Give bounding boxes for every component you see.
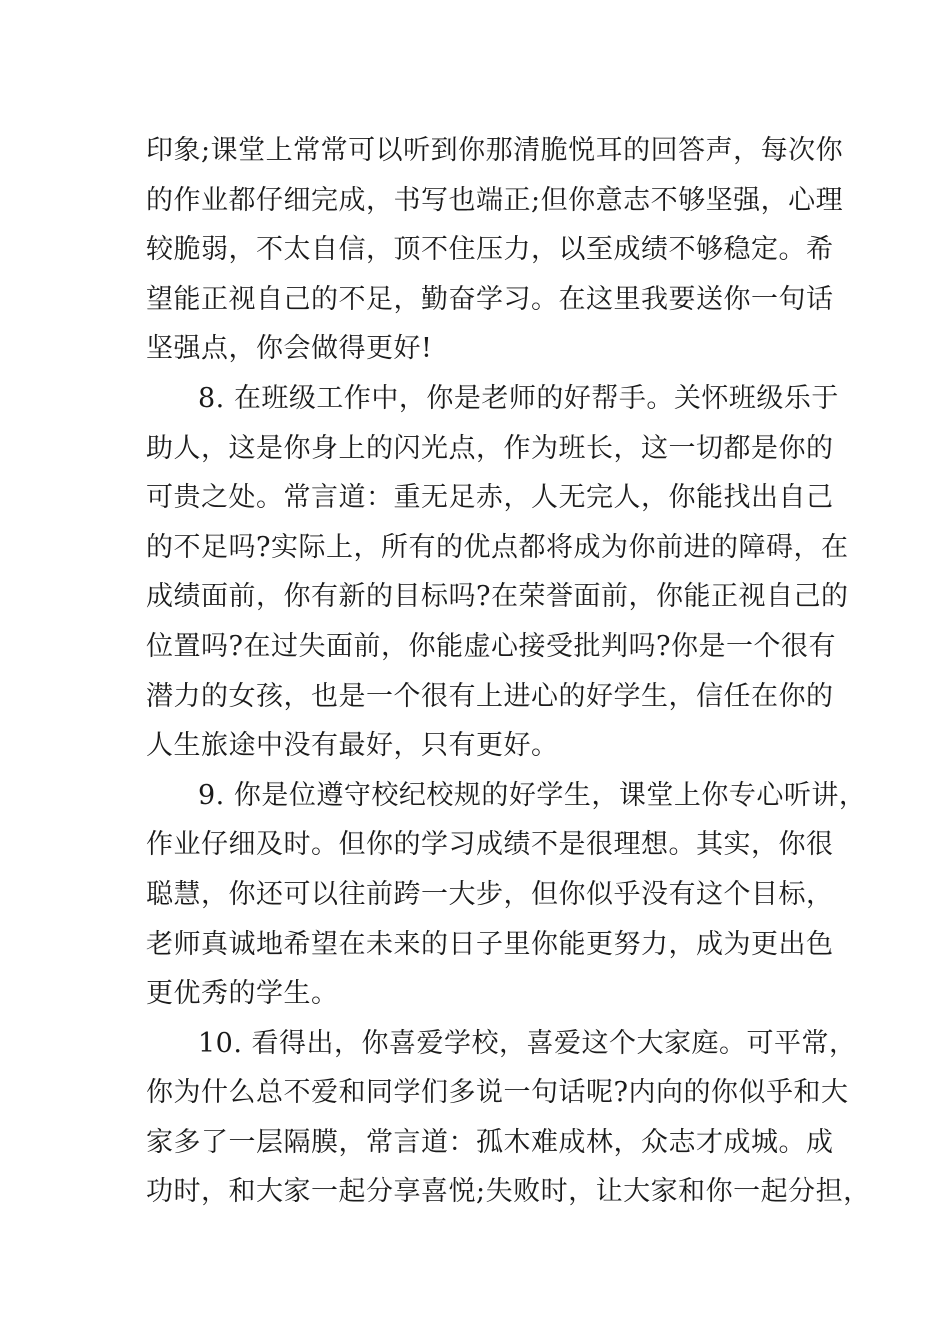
- text-line: 助人，这是你身上的闪光点，作为班长，这一切都是你的: [146, 432, 834, 464]
- text-line: 可贵之处。常言道：重无足赤，人无完人，你能找出自己: [146, 482, 834, 514]
- paragraph-start-9: 9. 你是位遵守校纪校规的好学生，课堂上你专心听讲，: [198, 779, 867, 811]
- text-line: 坚强点，你会做得更好!: [146, 333, 433, 365]
- text-line: 功时，和大家一起分享喜悦;失败时，让大家和你一起分担，: [146, 1176, 871, 1208]
- text-line: 更优秀的学生。: [146, 978, 339, 1010]
- text-line: 成绩面前，你有新的目标吗?在荣誉面前，你能正视自己的: [146, 581, 849, 613]
- text-line: 望能正视自己的不足，勤奋学习。在这里我要送你一句话: [146, 283, 834, 315]
- paragraph-start-10: 10. 看得出，你喜爱学校，喜爱这个大家庭。可平常，: [198, 1027, 857, 1059]
- text-line: 人生旅途中没有最好，只有更好。: [146, 730, 559, 762]
- text-line: 较脆弱，不太自信，顶不住压力，以至成绩不够稳定。希: [146, 234, 834, 266]
- text-line: 位置吗?在过失面前，你能虚心接受批判吗?你是一个很有: [146, 630, 836, 662]
- text-line: 潜力的女孩，也是一个很有上进心的好学生，信任在你的: [146, 680, 834, 712]
- text-line: 聪慧，你还可以往前跨一大步，但你似乎没有这个目标，: [146, 878, 834, 910]
- text-line: 家多了一层隔膜，常言道：孤木难成林，众志才成城。成: [146, 1126, 834, 1158]
- text-line: 老师真诚地希望在未来的日子里你能更努力，成为更出色: [146, 928, 834, 960]
- text-line: 作业仔细及时。但你的学习成绩不是很理想。其实，你很: [146, 829, 834, 861]
- text-line: 你为什么总不爱和同学们多说一句话呢?内向的你似乎和大: [146, 1077, 849, 1109]
- text-line: 的不足吗?实际上，所有的优点都将成为你前进的障碍，在: [146, 531, 849, 563]
- document-body: [146, 126, 871, 1217]
- text-line: 的作业都仔细完成，书写也端正;但你意志不够坚强，心理: [146, 184, 844, 216]
- paragraph-start-8: 8. 在班级工作中，你是老师的好帮手。关怀班级乐于: [198, 382, 839, 414]
- text-line: 印象;课堂上常常可以听到你那清脆悦耳的回答声，每次你: [146, 135, 844, 166]
